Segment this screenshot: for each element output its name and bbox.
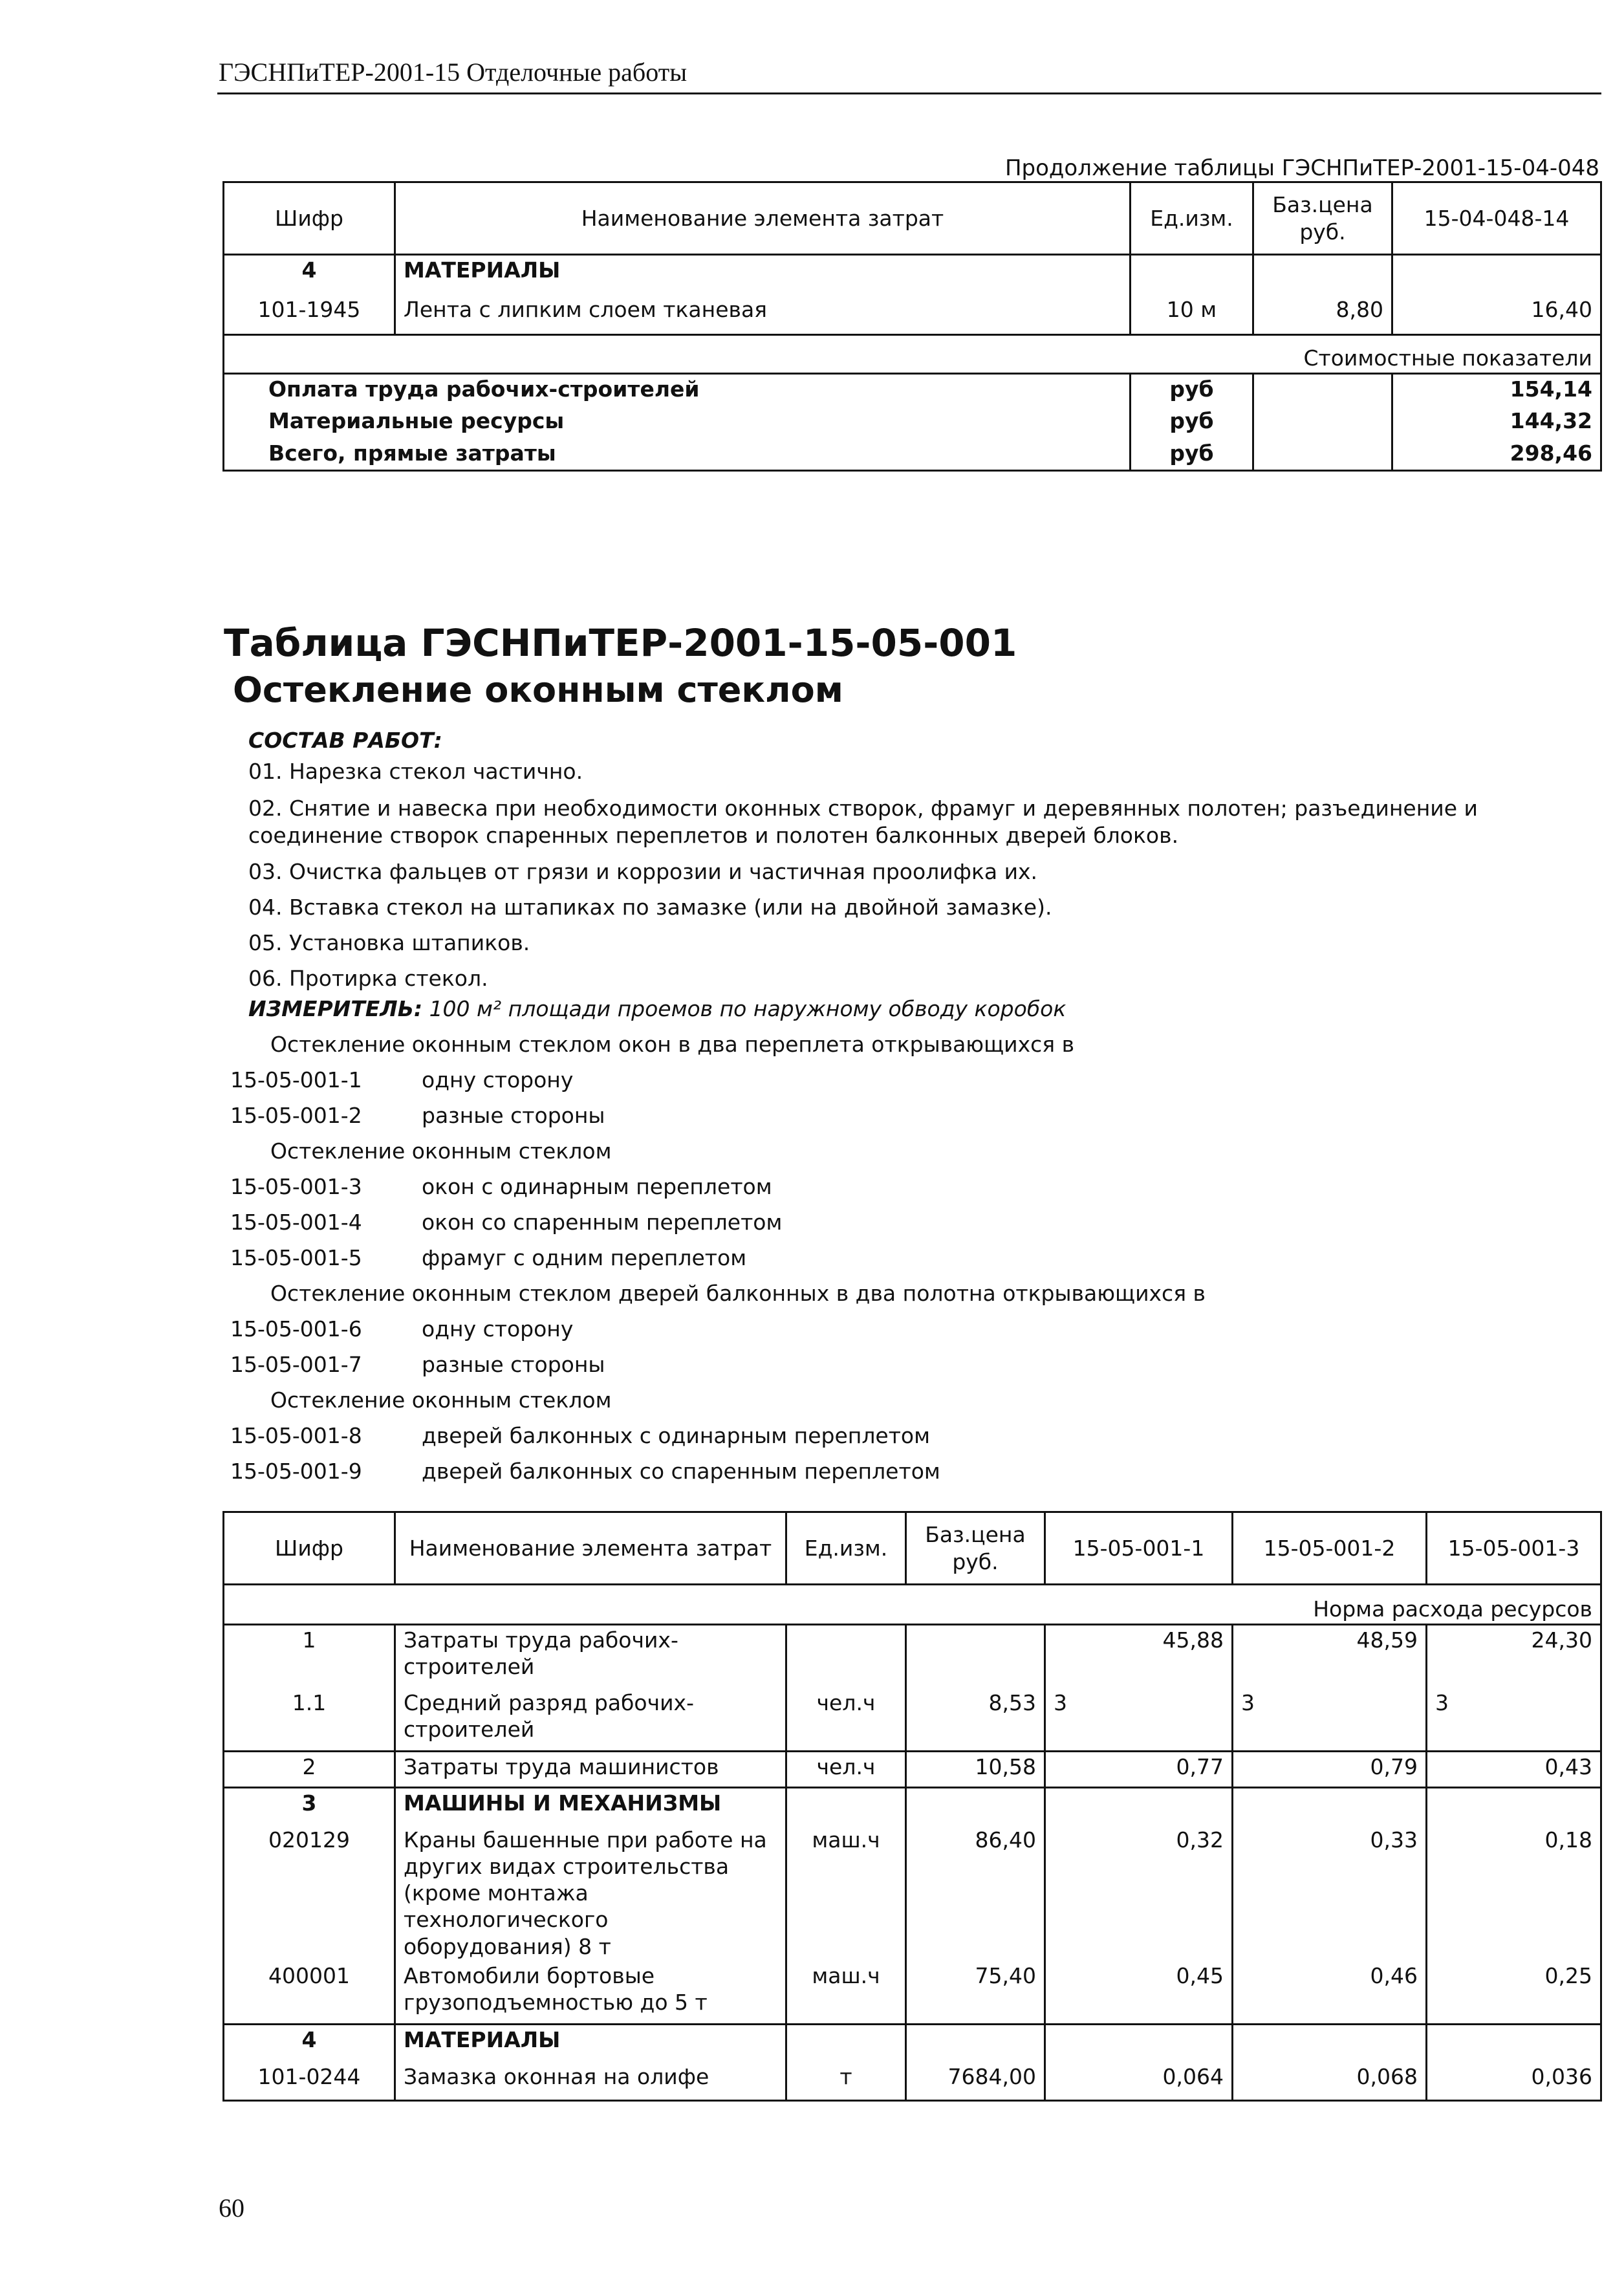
name-cell: Затраты труда машинистов (395, 1752, 786, 1788)
code-cell: 2 (224, 1752, 395, 1788)
header-cell: Наименование элемента затрат (395, 182, 1131, 255)
work-item: 06. Протирка стекол. (248, 966, 488, 991)
item-code: 15-05-001-1 (230, 1067, 362, 1092)
norm-caption-row (224, 1585, 1601, 1625)
unit-cell (786, 1625, 906, 1688)
item-code: 15-05-001-7 (230, 1352, 362, 1377)
header-cell: Наименование элемента затрат (395, 1512, 786, 1585)
value-cell: 0,036 (1427, 2062, 1601, 2101)
table-row (224, 1961, 1601, 2025)
page-number: 60 (219, 2193, 244, 2222)
header-cell: 15-04-048-14 (1392, 182, 1601, 255)
work-item: 05. Установка штапиков. (248, 930, 530, 955)
value-cell: 0,43 (1427, 1752, 1601, 1788)
table-row (224, 2025, 1601, 2062)
price-cell (1253, 255, 1392, 295)
cost-caption-row (224, 335, 1601, 374)
norm-caption: Норма расхода ресурсов (224, 1585, 1601, 1625)
price-cell (906, 1625, 1045, 1688)
name-cell: МАТЕРИАЛЫ (395, 2025, 786, 2062)
running-header: ГЭСНПиТЕР-2001-15 Отделочные работы (219, 58, 687, 87)
value-cell (1233, 1788, 1427, 1825)
cost-caption: Стоимостные показатели (224, 335, 1601, 374)
value-cell: 24,30 (1427, 1625, 1601, 1688)
value-cell: 3 (1045, 1688, 1233, 1752)
summary-value: 298,46 (1392, 439, 1601, 471)
header-cell: Ед.изм. (786, 1512, 906, 1585)
price-cell: 8,80 (1253, 295, 1392, 335)
table-title: Таблица ГЭСНПиТЕР-2001-15-05-001 (224, 621, 1017, 665)
value-cell (1045, 1788, 1233, 1825)
summary-value: 144,32 (1392, 406, 1601, 439)
summary-row (224, 406, 1601, 439)
measure-line (248, 996, 1066, 1021)
price-cell: 86,40 (906, 1825, 1045, 1961)
value-cell: 3 (1427, 1688, 1601, 1752)
header-cell: Ед.изм. (1131, 182, 1253, 255)
work-item: 04. Вставка стекол на штапиках по замазке (или на двойной замазке). (248, 895, 1052, 920)
value-cell (1427, 1788, 1601, 1825)
name-cell: Краны башенные при работе на других видах строительства (кроме монтажа технологического оборудования) 8 т (395, 1825, 786, 1961)
item-code: 15-05-001-8 (230, 1423, 362, 1448)
item-code: 15-05-001-3 (230, 1174, 362, 1199)
group-heading: Остекление оконным стеклом (270, 1387, 612, 1413)
summary-name: Всего, прямые затраты (224, 439, 1131, 471)
value-cell (1392, 255, 1601, 295)
value-cell: 48,59 (1233, 1625, 1427, 1688)
table-header-row (224, 182, 1601, 255)
header-cell: Шифр (224, 1512, 395, 1585)
price-cell: 10,58 (906, 1752, 1045, 1788)
item-text: окон со спаренным переплетом (422, 1210, 783, 1235)
code-cell: 400001 (224, 1961, 395, 2025)
name-cell: Замазка оконная на олифе (395, 2062, 786, 2101)
value-cell (1427, 2025, 1601, 2062)
unit-cell: чел.ч (786, 1752, 906, 1788)
code-cell: 4 (224, 2025, 395, 2062)
work-item: 02. Снятие и навеска при необходимости оконных створок, фрамуг и деревянных полотен; разъединение и (248, 796, 1478, 821)
summary-name: Оплата труда рабочих-строителей (224, 374, 1131, 406)
header-cell: 15-05-001-1 (1045, 1512, 1233, 1585)
code-cell: 1 (224, 1625, 395, 1688)
table-continuation (222, 181, 1602, 472)
item-text: одну сторону (422, 1067, 574, 1092)
table-row (224, 2062, 1601, 2101)
measure-text: 100 м² площади проемов по наружному обводу коробок (429, 996, 1066, 1021)
header-cell: 15-05-001-2 (1233, 1512, 1427, 1585)
group-heading: Остекление оконным стеклом окон в два переплета открывающихся в (270, 1032, 1075, 1057)
unit-cell (786, 1788, 906, 1825)
header-cell: Баз.цена руб. (906, 1512, 1045, 1585)
group-heading: Остекление оконным стеклом (270, 1138, 612, 1164)
value-cell: 0,77 (1045, 1752, 1233, 1788)
item-text: окон с одинарным переплетом (422, 1174, 772, 1199)
value-cell: 0,45 (1045, 1961, 1233, 2025)
unit-cell (1131, 255, 1253, 295)
unit-cell: т (786, 2062, 906, 2101)
price-cell: 7684,00 (906, 2062, 1045, 2101)
item-text: дверей балконных с одинарным переплетом (422, 1423, 931, 1448)
work-item: 01. Нарезка стекол частично. (248, 759, 583, 784)
code-cell: 101-0244 (224, 2062, 395, 2101)
work-item: соединение створок спаренных переплетов и полотен балконных дверей блоков. (248, 823, 1179, 848)
summary-unit: руб (1131, 406, 1253, 439)
name-cell: Автомобили бортовые грузоподъемностью до 5 т (395, 1961, 786, 2025)
item-text: фрамуг с одним переплетом (422, 1245, 747, 1270)
table-resources (222, 1511, 1602, 2102)
table-row (224, 1825, 1601, 1961)
work-item: 03. Очистка фальцев от грязи и коррозии и частичная проолифка их. (248, 859, 1038, 884)
value-cell: 0,068 (1233, 2062, 1427, 2101)
unit-cell: 10 м (1131, 295, 1253, 335)
table-header-row (224, 1512, 1601, 1585)
name-cell: МАШИНЫ И МЕХАНИЗМЫ (395, 1788, 786, 1825)
price-cell (906, 1788, 1045, 1825)
summary-empty (1253, 439, 1392, 471)
value-cell (1233, 2025, 1427, 2062)
price-cell: 8,53 (906, 1688, 1045, 1752)
summary-name: Материальные ресурсы (224, 406, 1131, 439)
name-cell: Лента с липким слоем тканевая (395, 295, 1131, 335)
name-cell: Затраты труда рабочих-строителей (395, 1625, 786, 1688)
item-code: 15-05-001-6 (230, 1316, 362, 1342)
item-text: дверей балконных со спаренным переплетом (422, 1459, 940, 1484)
unit-cell: маш.ч (786, 1825, 906, 1961)
value-cell: 0,46 (1233, 1961, 1427, 2025)
item-code: 15-05-001-2 (230, 1103, 362, 1128)
header-cell: Шифр (224, 182, 395, 255)
item-text: разные стороны (422, 1352, 605, 1377)
item-code: 15-05-001-9 (230, 1459, 362, 1484)
measure-label: ИЗМЕРИТЕЛЬ: (248, 996, 423, 1021)
price-cell (906, 2025, 1045, 2062)
code-cell: 4 (224, 255, 395, 295)
item-text: одну сторону (422, 1316, 574, 1342)
code-cell: 1.1 (224, 1688, 395, 1752)
summary-unit: руб (1131, 374, 1253, 406)
table-row (224, 1688, 1601, 1752)
value-cell: 45,88 (1045, 1625, 1233, 1688)
value-cell: 3 (1233, 1688, 1427, 1752)
table-row (224, 1788, 1601, 1825)
header-cell: Баз.цена руб. (1253, 182, 1392, 255)
unit-cell: чел.ч (786, 1688, 906, 1752)
table-subtitle: Остекление оконным стеклом (233, 669, 843, 710)
item-code: 15-05-001-5 (230, 1245, 362, 1270)
summary-value: 154,14 (1392, 374, 1601, 406)
value-cell (1045, 2025, 1233, 2062)
name-cell: Средний разряд рабочих-строителей (395, 1688, 786, 1752)
header-cell: 15-05-001-3 (1427, 1512, 1601, 1585)
table-row (224, 295, 1601, 335)
value-cell: 0,33 (1233, 1825, 1427, 1961)
value-cell: 0,79 (1233, 1752, 1427, 1788)
code-cell: 020129 (224, 1825, 395, 1961)
work-heading: СОСТАВ РАБОТ: (248, 728, 442, 753)
continuation-caption: Продолжение таблицы ГЭСНПиТЕР-2001-15-04-048 (1004, 155, 1599, 181)
summary-empty (1253, 374, 1392, 406)
table-row (224, 255, 1601, 295)
code-cell: 3 (224, 1788, 395, 1825)
table-row (224, 1752, 1601, 1788)
value-cell: 0,18 (1427, 1825, 1601, 1961)
unit-cell: маш.ч (786, 1961, 906, 2025)
summary-empty (1253, 406, 1392, 439)
summary-unit: руб (1131, 439, 1253, 471)
item-text: разные стороны (422, 1103, 605, 1128)
value-cell: 0,25 (1427, 1961, 1601, 2025)
summary-row (224, 374, 1601, 406)
item-code: 15-05-001-4 (230, 1210, 362, 1235)
value-cell: 0,32 (1045, 1825, 1233, 1961)
price-cell: 75,40 (906, 1961, 1045, 2025)
group-heading: Остекление оконным стеклом дверей балконных в два полотна открывающихся в (270, 1281, 1206, 1306)
header-rule (217, 92, 1601, 94)
table-row (224, 1625, 1601, 1688)
unit-cell (786, 2025, 906, 2062)
name-cell: МАТЕРИАЛЫ (395, 255, 1131, 295)
value-cell: 16,40 (1392, 295, 1601, 335)
value-cell: 0,064 (1045, 2062, 1233, 2101)
code-cell: 101-1945 (224, 295, 395, 335)
summary-row (224, 439, 1601, 471)
